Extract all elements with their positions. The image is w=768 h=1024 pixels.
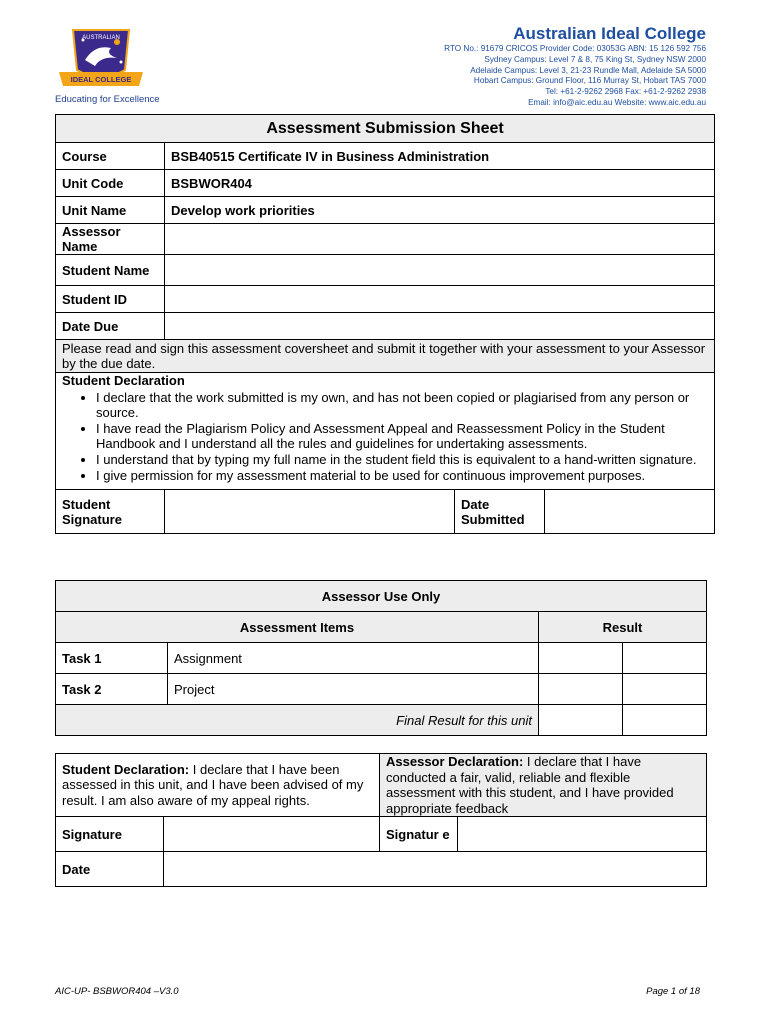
logo-arc-text: AUSTRALIAN <box>82 35 120 41</box>
final-result-cell[interactable] <box>623 705 707 736</box>
student-signature-final-label: Signature <box>56 817 164 852</box>
contact-line: RTO No.: 91679 CRICOS Provider Code: 03053G ABN: 15 126 592 756 <box>444 44 706 53</box>
contact-line: Sydney Campus: Level 7 & 8, 75 King St, Sydney NSW 2000 <box>484 54 706 64</box>
contact-block <box>444 44 706 109</box>
declaration-item: • I declare that the work submitted is my own, and has not been copied or plagiarised from any person or source. <box>96 390 708 421</box>
unit-name-value[interactable]: Develop work priorities <box>165 197 715 224</box>
student-final-declaration <box>56 754 380 817</box>
task-2-item: Project <box>168 674 539 705</box>
unit-code-value[interactable]: BSBWOR404 <box>165 170 715 197</box>
page-number: Page 1 of 18 <box>646 986 700 997</box>
task-2-label: Task 2 <box>56 674 168 705</box>
final-result-cell[interactable] <box>539 705 623 736</box>
date-submitted-label: Date Submitted <box>455 490 545 534</box>
submission-sheet-table <box>55 114 715 534</box>
task-1-item: Assignment <box>168 643 539 674</box>
final-result-label: Final Result for this unit <box>56 705 539 736</box>
assessor-use-title: Assessor Use Only <box>56 581 707 612</box>
student-declaration-block <box>56 373 715 490</box>
contact-line: Hobart Campus: Ground Floor, 116 Murray St, Hobart TAS 7000 <box>473 76 706 86</box>
date-due-label: Date Due <box>56 313 165 340</box>
result-header: Result <box>539 612 707 643</box>
submission-sheet-title: Assessment Submission Sheet <box>56 115 715 143</box>
final-date-label: Date <box>56 852 164 887</box>
student-signature-label: Student Signature <box>56 490 165 534</box>
student-id-label: Student ID <box>56 286 165 313</box>
assessor-signature-field[interactable] <box>458 817 707 852</box>
task-2-result-cell[interactable] <box>539 674 623 705</box>
unit-code-label: Unit Code <box>56 170 165 197</box>
student-final-declaration-text: I declare that I have been assessed in this unit, and I have been advised of my result. I am also aware of my appeal rights. <box>62 761 364 808</box>
assessor-final-declaration-heading: Assessor Declaration: <box>386 754 524 769</box>
contact-line: Tel: +61-2-9262 2968 Fax: +61-2-9262 2938 <box>545 87 706 97</box>
declaration-item: • I have read the Plagiarism Policy and Assessment Appeal and Reassessment Policy in the Student Handbook and I understand all the rules and guidelines for undertaking assessments. <box>96 421 708 452</box>
instruction-text: Please read and sign this assessment coversheet and submit it together with your assessment to your Assessor by the due date. <box>56 340 715 373</box>
declaration-list <box>62 390 708 484</box>
student-signature-final-field[interactable] <box>164 817 380 852</box>
course-value[interactable]: BSB40515 Certificate IV in Business Administration <box>165 143 715 170</box>
student-declaration-heading: Student Declaration <box>62 373 185 388</box>
assessment-items-header: Assessment Items <box>56 612 539 643</box>
task-2-result-cell[interactable] <box>623 674 707 705</box>
assessor-signature-label: Signatur e <box>380 817 458 852</box>
assessor-use-table <box>55 580 707 736</box>
tagline: Educating for Excellence <box>55 94 160 105</box>
task-1-label: Task 1 <box>56 643 168 674</box>
assessor-name-field[interactable] <box>165 224 715 255</box>
final-date-field[interactable] <box>164 852 707 887</box>
task-1-result-cell[interactable] <box>623 643 707 674</box>
contact-line: Adelaide Campus: Level 3, 21-23 Rundle Mall, Adelaide SA 5000 <box>470 65 706 75</box>
task-1-result-cell[interactable] <box>539 643 623 674</box>
declaration-item: • I give permission for my assessment material to be used for continuous improvement purposes. <box>96 468 708 484</box>
course-label: Course <box>56 143 165 170</box>
date-submitted-field[interactable] <box>545 490 715 534</box>
date-due-field[interactable] <box>165 313 715 340</box>
college-logo <box>55 26 147 96</box>
contact-line: Email: info@aic.edu.au Website: www.aic.edu.au <box>528 97 706 107</box>
college-name: Australian Ideal College <box>513 24 706 43</box>
assessor-final-declaration <box>380 754 707 817</box>
logo-banner-text: IDEAL COLLEGE <box>70 75 132 84</box>
assessor-name-label: Assessor Name <box>56 224 165 255</box>
unit-name-label: Unit Name <box>56 197 165 224</box>
student-name-field[interactable] <box>165 255 715 286</box>
document-code: AIC-UP- BSBWOR404 –V3.0 <box>55 986 179 997</box>
student-signature-field[interactable] <box>165 490 455 534</box>
student-id-field[interactable] <box>165 286 715 313</box>
student-name-label: Student Name <box>56 255 165 286</box>
declarations-table <box>55 753 707 887</box>
declaration-item: • I understand that by typing my full name in the student field this is equivalent to a hand-written signature. <box>96 452 708 468</box>
student-final-declaration-heading: Student Declaration: <box>62 761 190 777</box>
assessor-final-declaration-text: I declare that I have conducted a fair, valid, reliable and flexible assessment with this student, and I have provided appropriate feedback <box>386 754 674 816</box>
